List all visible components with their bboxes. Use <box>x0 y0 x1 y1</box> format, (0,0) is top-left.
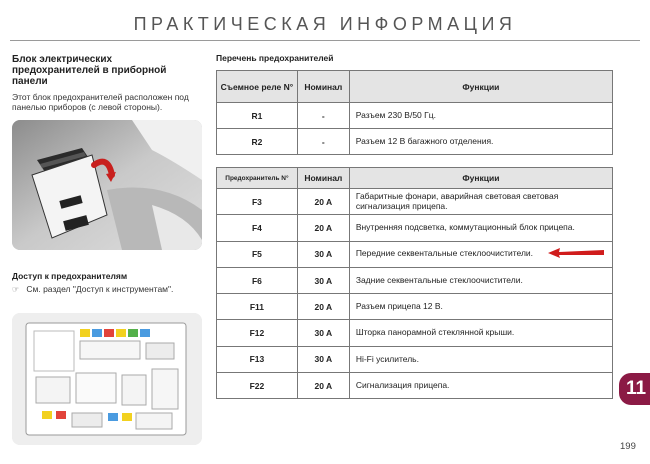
chapter-tab[interactable] <box>619 373 650 405</box>
fuse-table <box>216 167 613 399</box>
fuse-number: F22 <box>217 373 298 399</box>
fuse-rating: 20 A <box>297 189 349 215</box>
function-header: Функции <box>349 168 612 189</box>
fuse-number-header: Предохранитель N° <box>217 168 298 189</box>
dashboard-fuse-box-photo <box>12 120 202 250</box>
table-row <box>217 241 613 267</box>
fuse-box-description: Этот блок предохранителей расположен под панелью приборов (с левой стороны). <box>12 92 189 112</box>
access-reference-link[interactable]: См. раздел "Доступ к инструментам". <box>26 284 174 294</box>
fuse-number: F3 <box>217 189 298 215</box>
relay-rating: - <box>297 129 349 155</box>
page-number: 199 <box>620 441 636 452</box>
access-instruction <box>12 284 173 294</box>
table-row <box>217 373 613 399</box>
fuse-function: Внутренняя подсветка, коммутационный блок прицепа. <box>349 215 612 241</box>
table-row <box>217 189 613 215</box>
fuse-number: F6 <box>217 267 298 293</box>
fuse-table-header <box>217 168 613 189</box>
fuse-function <box>349 241 612 267</box>
fuse-rating: 30 A <box>297 320 349 346</box>
page-title: ПРАКТИЧЕСКАЯ ИНФОРМАЦИЯ <box>133 14 517 34</box>
function-header: Функции <box>349 71 612 103</box>
fuse-rating: 20 A <box>297 215 349 241</box>
fuse-number: F11 <box>217 294 298 320</box>
fuse-rating: 30 A <box>297 267 349 293</box>
fuse-function: Hi-Fi усилитель. <box>349 346 612 372</box>
relay-number: R1 <box>217 103 298 129</box>
fuse-rating: 30 A <box>297 346 349 372</box>
fuse-function: Сигнализация прицепа. <box>349 373 612 399</box>
fuse-function-text: Передние секвентальные стеклоочистители. <box>355 248 534 259</box>
relay-function: Разъем 230 В/50 Гц. <box>349 103 612 129</box>
relay-number: R2 <box>217 129 298 155</box>
fuse-diagram-illustration <box>12 313 202 445</box>
table-row <box>217 346 613 372</box>
fuse-number: F5 <box>217 241 298 267</box>
table-row <box>217 294 613 320</box>
fuse-box-heading: Блок электрических предохранителей в приборной панели <box>12 54 167 87</box>
relay-table <box>216 70 613 155</box>
table-row <box>217 215 613 241</box>
fuse-rating: 20 A <box>297 373 349 399</box>
relay-number-header: Съемное реле N° <box>217 71 298 103</box>
access-heading: Доступ к предохранителям <box>12 271 128 281</box>
fuse-function: Шторка панорамной стеклянной крыши. <box>349 320 612 346</box>
title-divider <box>10 40 640 41</box>
relay-table-header <box>217 71 613 103</box>
fuse-rating: 30 A <box>297 241 349 267</box>
chapter-number: 11 <box>626 378 647 399</box>
rating-header: Номинал <box>297 71 349 103</box>
rating-header: Номинал <box>297 168 349 189</box>
fuse-layout-diagram <box>12 313 202 445</box>
fuse-function: Габаритные фонари, аварийная световая световая сигнализация прицепа. <box>349 189 612 215</box>
fuse-box-illustration <box>12 120 202 250</box>
fuse-list-heading: Перечень предохранителей <box>216 53 334 63</box>
fuse-function: Задние секвентальные стеклоочистители. <box>349 267 612 293</box>
book-reference-icon: ☞ <box>12 285 20 294</box>
table-row <box>217 129 613 155</box>
table-row <box>217 320 613 346</box>
table-row <box>217 103 613 129</box>
fuse-function: Разъем прицепа 12 В. <box>349 294 612 320</box>
highlight-arrow-icon <box>546 247 606 259</box>
relay-function: Разъем 12 В багажного отделения. <box>349 129 612 155</box>
fuse-number: F4 <box>217 215 298 241</box>
table-row <box>217 267 613 293</box>
relay-rating: - <box>297 103 349 129</box>
fuse-number: F12 <box>217 320 298 346</box>
fuse-rating: 20 A <box>297 294 349 320</box>
fuse-number: F13 <box>217 346 298 372</box>
